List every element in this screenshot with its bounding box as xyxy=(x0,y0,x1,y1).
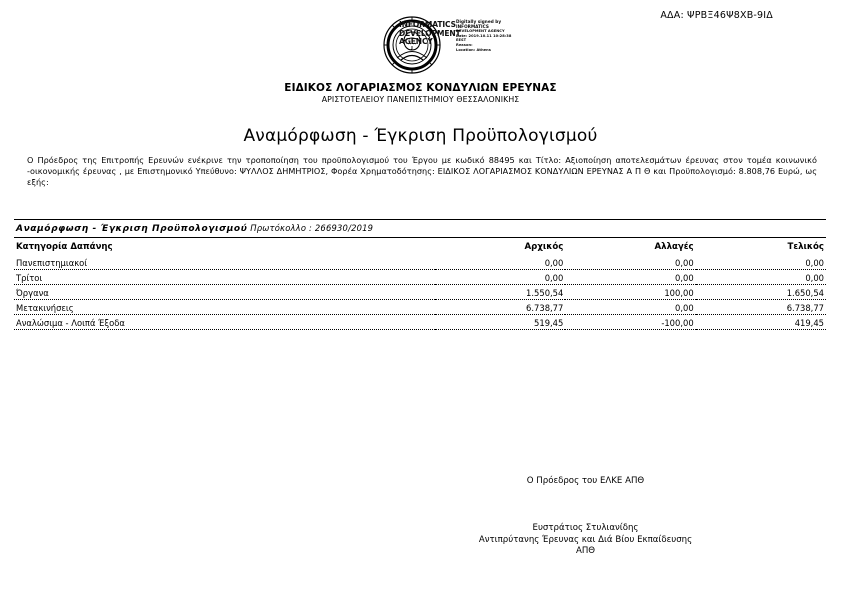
signatory-role: Αντιπρύτανης Έρευνας και Διά Βίου Εκπαίδευσης xyxy=(478,534,693,545)
digital-signature-stamp xyxy=(383,8,543,76)
cell-changes: 0,00 xyxy=(565,255,695,270)
cell-final: 0,00 xyxy=(696,255,826,270)
budget-table-body xyxy=(14,255,826,330)
cell-changes: 0,00 xyxy=(565,270,695,285)
cell-final: 1.650,54 xyxy=(696,285,826,300)
organisation-header xyxy=(0,82,841,105)
signature-line-0: Digitally signed by xyxy=(456,19,502,24)
cell-category: Τρίτοι xyxy=(14,270,435,285)
intro-paragraph: Ο Πρόεδρος της Επιτροπής Ερευνών ενέκρινε την τροποποίηση του προϋπολογισμού του Έργου με κωδικό 88495 και Τίτλο: Αξιοποίηση αποτελεσμάτων έρευνας στον τομέα κοινωνικό -οικονομικής έρευνας , με Επιστημονικό Υπεύθυνο: ΨΥΛΛΟΣ ΔΗΜΗΤΡΙΟΣ, Φορέα Χρηματοδότησης: ΕΙΔΙΚΟΣ ΛΟΓΑΡΙΑΣΜΟΣ ΚΟΝΔΥΛΙΩΝ ΕΡΕΥΝΑΣ Α Π Θ και Προϋπολογισμό: 8.808,76 Ευρώ, ως εξής: xyxy=(27,155,817,188)
column-header-changes: Αλλαγές xyxy=(654,242,694,252)
column-header-category: Κατηγορία Δαπάνης xyxy=(16,242,113,252)
table-row xyxy=(14,300,826,315)
column-header-final: Τελικός xyxy=(787,242,824,252)
cell-initial: 6.738,77 xyxy=(435,300,565,315)
cell-category: Αναλώσιμα - Λοιπά Έξοδα xyxy=(14,315,435,330)
table-row xyxy=(14,270,826,285)
cell-initial: 519,45 xyxy=(435,315,565,330)
table-header-row xyxy=(14,238,826,255)
organisation-subname: ΑΡΙΣΤΟΤΕΛΕΙΟΥ ΠΑΝΕΠΙΣΤΗΜΙΟΥ ΘΕΣΣΑΛΟΝΙΚΗΣ xyxy=(321,95,520,104)
table-row xyxy=(14,315,826,330)
cell-initial: 0,00 xyxy=(435,270,565,285)
column-header-initial: Αρχικός xyxy=(524,242,564,252)
signature-line-4: EEST xyxy=(456,38,467,43)
seal-caption: INFORMATICS DEVELOPMENT AGENCY xyxy=(399,20,461,46)
signature-title: Ο Πρόεδρος του ΕΛΚΕ ΑΠΘ xyxy=(526,476,645,486)
budget-table-section xyxy=(14,219,826,330)
ada-code: ΑΔΑ: ΨΡΒΞ46Ψ8ΧΒ-9ΙΔ xyxy=(660,10,773,21)
signature-line-3: Date: 2019.10.11 10:28:38 xyxy=(456,33,512,38)
cell-category: Μετακινήσεις xyxy=(14,300,435,315)
table-band-title: Αναμόρφωση - Έγκριση Προϋπολογισμού xyxy=(16,224,248,234)
cell-changes: -100,00 xyxy=(565,315,695,330)
signature-line-5: Reason: xyxy=(456,42,473,47)
organisation-name: ΕΙΔΙΚΟΣ ΛΟΓΑΡΙΑΣΜΟΣ ΚΟΝΔΥΛΙΩΝ ΕΡΕΥΝΑΣ xyxy=(284,82,557,94)
table-row xyxy=(14,255,826,270)
table-band-protocol: Πρωτόκολλο : 266930/2019 xyxy=(250,223,374,233)
signature-line-6: Location: Athens xyxy=(456,47,491,52)
budget-table xyxy=(14,238,826,330)
signature-line-2: DEVELOPMENT AGENCY xyxy=(456,29,505,34)
cell-final: 6.738,77 xyxy=(696,300,826,315)
cell-initial: 0,00 xyxy=(435,255,565,270)
signature-title-wrap xyxy=(0,476,841,486)
cell-changes: 100,00 xyxy=(565,285,695,300)
signatory-block xyxy=(0,523,841,558)
signature-details xyxy=(456,20,544,52)
cell-initial: 1.550,54 xyxy=(435,285,565,300)
table-band-header xyxy=(14,219,826,238)
signatory-institution: ΑΠΘ xyxy=(575,546,596,556)
cell-final: 419,45 xyxy=(696,315,826,330)
cell-category: Όργανα xyxy=(14,285,435,300)
cell-final: 0,00 xyxy=(696,270,826,285)
signature-line-1: INFORMATICS xyxy=(456,23,489,29)
signatory-name: Ευστράτιος Στυλιανίδης xyxy=(532,523,639,533)
page-title: Αναμόρφωση - Έγκριση Προϋπολογισμού xyxy=(243,126,598,146)
cell-changes: 0,00 xyxy=(565,300,695,315)
cell-category: Πανεπιστημιακοί xyxy=(14,255,435,270)
table-row xyxy=(14,285,826,300)
